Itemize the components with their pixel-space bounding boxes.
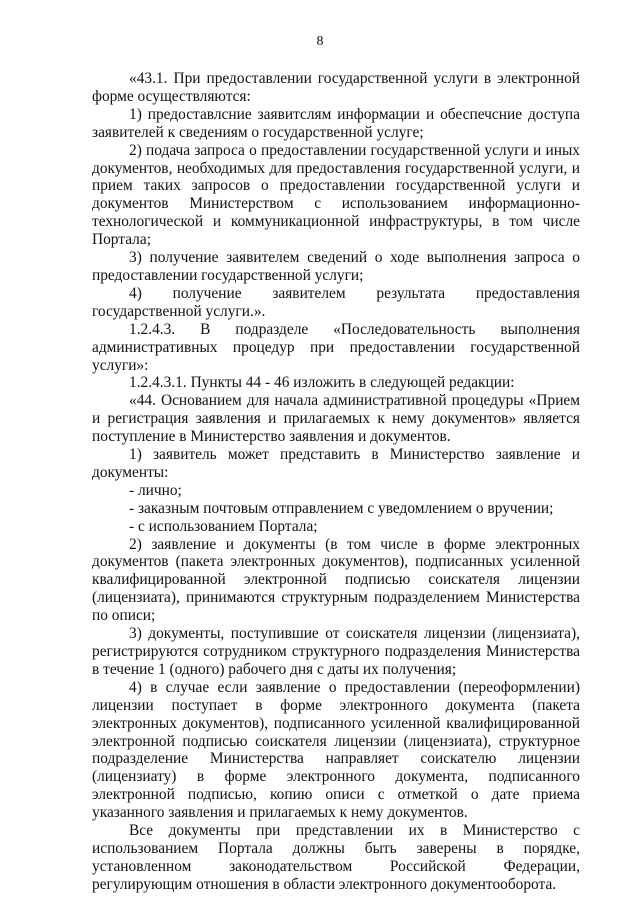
document-body — [92, 70, 580, 894]
list-item: - заказным почтовым отправлением с уведомлением о вручении; — [129, 499, 554, 517]
paragraph: 1) заявитель может представить в Министерство заявление и документы: — [92, 446, 580, 481]
paragraph: 2) подача запроса о предоставлении государственной услуги и иных документов, необходимых для предоставления государственной услуги, и прием таких запросов о предоставлении государственной услуги и документов Министерством с использованием информационно-технологической и коммуникационной инфраструктуры, в том числе Портала; — [92, 141, 580, 249]
list-item: - лично; — [129, 481, 182, 499]
paragraph: 1) предоставлсние заявитслям информации и обеспечсние доступа заявителей к сведениям о государственной услуге; — [92, 105, 580, 141]
paragraph: 3) документы, поступившие от соискателя лицензии (лицензиата), регистрируются сотрудником структурного подразделения Министерства в течение 1 (одного) рабочего дня с даты их получения; — [92, 625, 580, 678]
paragraph: 4) получение заявителем результата предоставления государственной услуги.». — [92, 284, 580, 320]
paragraph: 2) заявление и документы (в том числе в форме электронных документов (пакета электронных документов), подписанных усиленной квалифицированной электронной подписью соискателя лицензии (лицензиата), принимаются структурным подразделением Министерства по описи; — [92, 535, 580, 625]
paragraph: «43.1. При предоставлении государственной услуги в электронной форме осуществляются: — [92, 70, 580, 105]
paragraph: 1.2.4.3. В подразделе «Последовательность выполнения административных процедур при предоставлении государственной услуги»: — [92, 320, 580, 374]
list-item: - с использованием Портала; — [129, 517, 318, 535]
paragraph: Все документы при представлении их в Министерство с использованием Портала должны быть заверены в порядке, установленном законодательством Российской Федерации, регулирующим отношения в области электронного документооборота. — [92, 822, 580, 893]
paragraph: 4) в случае если заявление о предоставлении (переоформлении) лицензии поступает в форме электронного документа (пакета электронных документов), подписанного усиленной квалифицированной электронной подписью соискателя лицензии (лицензиата), структурное подразделение Министерства направляет соискателю лицензии (лицензиату) в форме электронного документа, подписанного электронной подписью, копию описи с отметкой о дате приема указанного заявления и прилагаемых к нему документов. — [92, 678, 580, 822]
paragraph: 3) получение заявителем сведений о ходе выполнения запроса о предоставлении государственной услуги; — [92, 249, 580, 284]
page-number: 8 — [316, 34, 324, 49]
paragraph: «44. Основанием для начала административной процедуры «Прием и регистрация заявления и прилагаемых к нему документов» является поступление в Министерство заявления и документов. — [92, 392, 580, 446]
paragraph: 1.2.4.3.1. Пункты 44 - 46 изложить в следующей редакции: — [129, 374, 515, 392]
